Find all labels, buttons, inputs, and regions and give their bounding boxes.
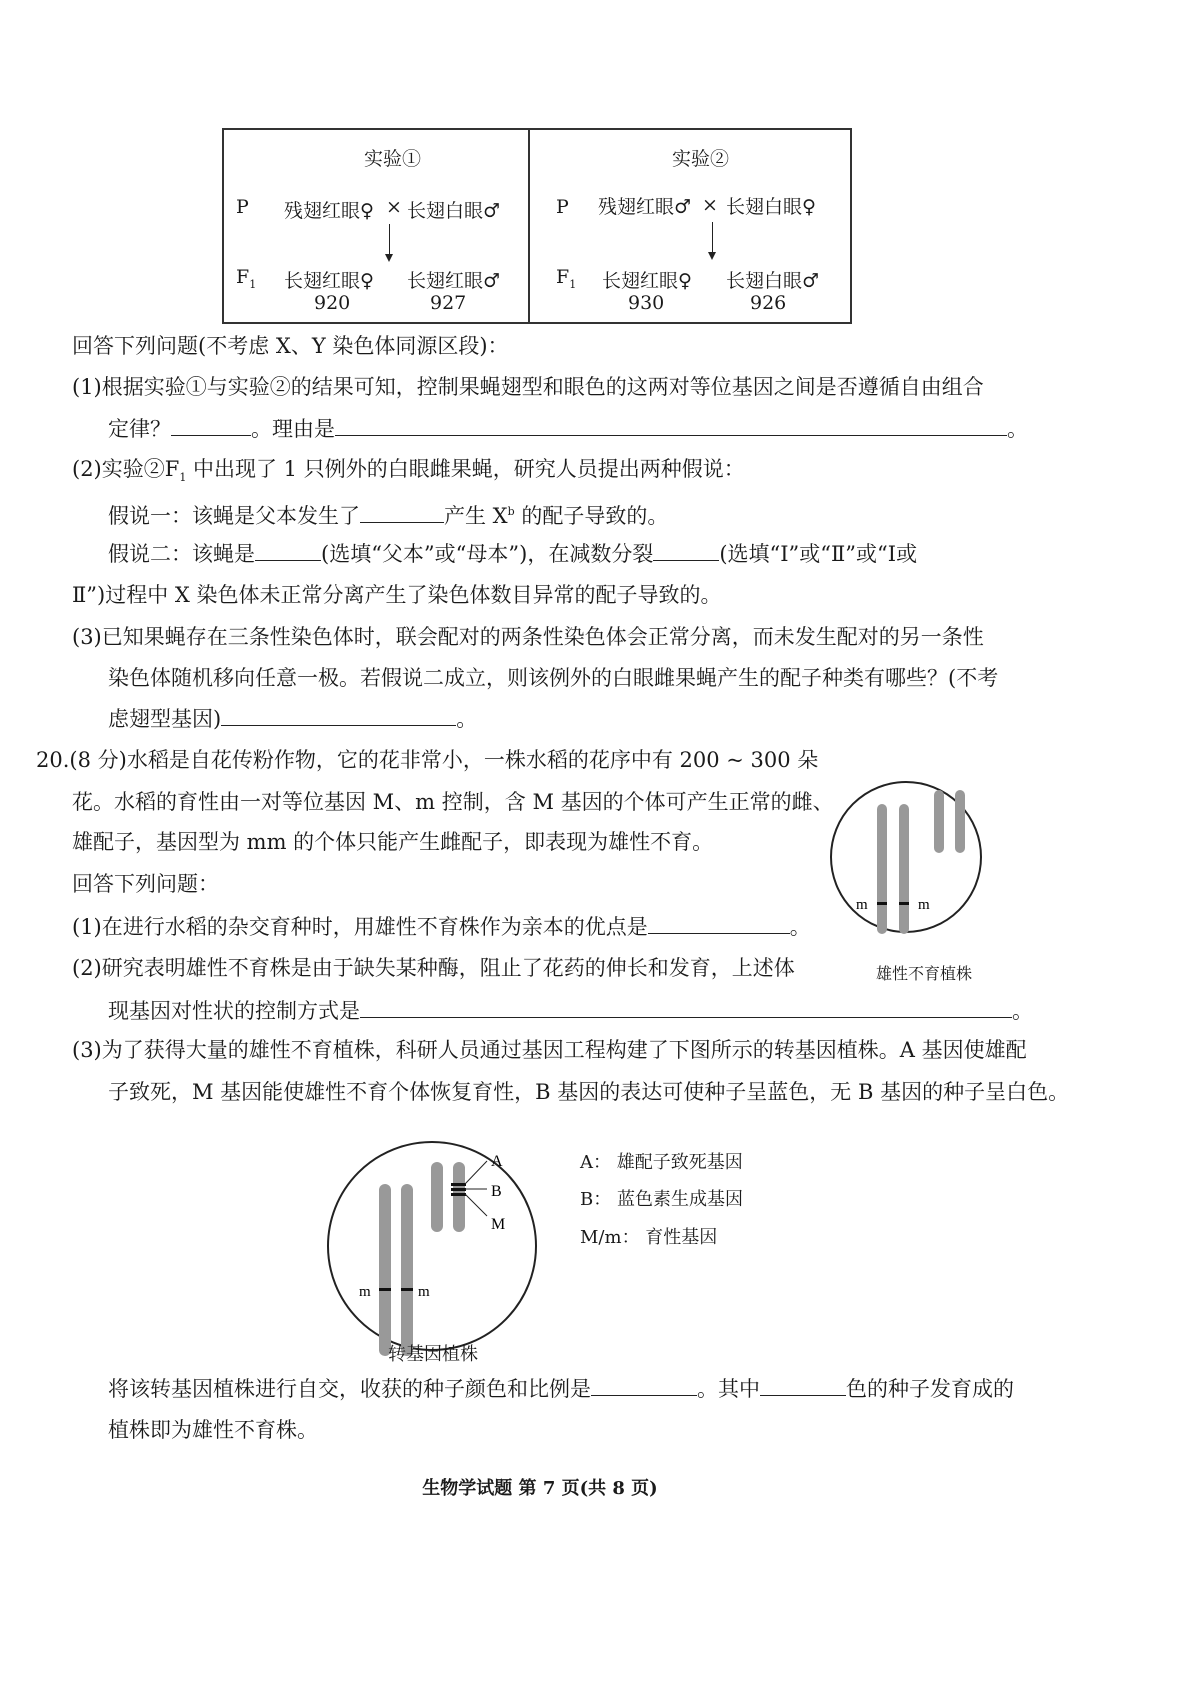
legend-m: M/m： 育性基因 xyxy=(580,1227,718,1248)
fig2-caption: 转基因植株 xyxy=(388,1344,478,1365)
exp1-arrow xyxy=(389,224,390,260)
chromosome xyxy=(401,1184,413,1356)
exp1-title: 实验① xyxy=(364,148,422,170)
exp2-f1-a: 长翅红眼♀ xyxy=(602,270,692,292)
exp1-f1-label: $F_1$ xyxy=(236,266,257,291)
gene-m-band xyxy=(899,902,909,905)
gene-label-m: m xyxy=(359,1284,371,1300)
answer-blank[interactable] xyxy=(360,502,444,523)
fig1-caption: 雄性不育植株 xyxy=(876,964,973,983)
q19-hypothesis2-line1: 假说二：该蝇是 (选填“父本”或“母本”)，在减数分裂 (选填“Ⅰ”或“Ⅱ”或“Ⅰ或 xyxy=(108,542,918,566)
exp1-cross: × xyxy=(386,196,402,218)
gene-label-m: m xyxy=(418,1284,430,1300)
chromosome xyxy=(877,804,887,934)
table-divider xyxy=(528,130,530,322)
exp2-f1-label: $F_1$ xyxy=(556,266,577,291)
legend-b: B： 蓝色素生成基因 xyxy=(580,1189,743,1210)
q20-p3-line2: 子致死，M 基因能使雄性不育个体恢复育性，B 基因的表达可使种子呈蓝色，无 B 基因的种子呈白色。 xyxy=(108,1080,1070,1104)
chromosome xyxy=(379,1184,391,1356)
answer-blank[interactable] xyxy=(221,705,456,726)
exp1-p-label: P xyxy=(236,196,249,218)
q20-line4: 回答下列问题： xyxy=(72,872,219,896)
exp1-f1-b: 长翅红眼♂ xyxy=(407,270,501,292)
q20-p3-line1: (3)为了获得大量的雄性不育植株，科研人员通过基因工程构建了下图所示的转基因植株。A 基因使雄配 xyxy=(72,1038,1027,1062)
answer-blank[interactable] xyxy=(335,415,1007,436)
male-sterile-diagram xyxy=(828,778,984,938)
chromosome xyxy=(934,790,944,853)
q19-p3-line1: (3)已知果蝇存在三条性染色体时，联会配对的两条性染色体会正常分离，而未发生配对的另一条性 xyxy=(72,625,984,649)
exp2-arrow xyxy=(712,222,713,258)
exp1-p-female: 残翅红眼♀ xyxy=(284,200,374,222)
q20-p4-line1: 将该转基因植株进行自交，收获的种子颜色和比例是 。其中 色的种子发育成的 xyxy=(108,1377,1014,1401)
exp2-p-label: P xyxy=(556,196,569,218)
exp2-p-female: 长翅白眼♀ xyxy=(726,196,816,218)
answer-blank[interactable] xyxy=(760,1375,846,1396)
exp2-f1-b-count: 926 xyxy=(750,292,787,314)
gene-m-band xyxy=(877,902,887,905)
chromosome xyxy=(453,1162,465,1232)
exp1-p-male: 长翅白眼♂ xyxy=(407,200,501,222)
answer-blank[interactable] xyxy=(255,540,321,561)
gene-a-band xyxy=(451,1183,466,1186)
chromosome xyxy=(955,790,965,853)
q20-p2-line2: 现基因对性状的控制方式是 。 xyxy=(108,999,1033,1023)
answer-blank[interactable] xyxy=(591,1375,697,1396)
q19-p2-line1: (2)实验$②F_1$ 中出现了 1 只例外的白眼雌果蝇，研究人员提出两种假说： xyxy=(72,457,745,485)
q20-line1: 20.(8 分)水稻是自花传粉作物，它的花非常小，一株水稻的花序中有 200 ~ 300 朵 xyxy=(36,748,819,772)
answer-blank[interactable] xyxy=(171,415,251,436)
q19-hypothesis1: 假说一：该蝇是父本发生了 产生 $X^b$ 的配子导致的。 xyxy=(108,504,669,528)
q19-intro: 回答下列问题(不考虑 X、Y 染色体同源区段)： xyxy=(72,334,509,358)
q19-p3-line3: 虑翅型基因) 。 xyxy=(108,707,478,731)
q20-p2-line1: (2)研究表明雄性不育株是由于缺失某种酶，阻止了花药的伸长和发育，上述体 xyxy=(72,956,795,980)
chromosome xyxy=(899,804,909,934)
exp2-title: 实验② xyxy=(672,148,730,170)
experiment-table xyxy=(222,128,852,324)
q20-p1: (1)在进行水稻的杂交育种时，用雄性不育株作为亲本的优点是 。 xyxy=(72,915,811,939)
q19-p1-line1: (1)根据实验①与实验②的结果可知，控制果蝇翅型和眼色的这两对等位基因之间是否遵循自由组合 xyxy=(72,375,984,399)
answer-blank[interactable] xyxy=(653,540,719,561)
gene-label-b: B xyxy=(491,1183,502,1200)
gene-b-band xyxy=(451,1188,466,1191)
exp2-f1-b: 长翅白眼♂ xyxy=(726,270,820,292)
pointer-line xyxy=(465,1161,487,1184)
page-footer: 生物学试题 第 7 页(共 8 页) xyxy=(422,1478,658,1499)
gene-m-band xyxy=(401,1288,413,1291)
gene-label-a: A xyxy=(491,1153,503,1170)
chromosome xyxy=(431,1162,443,1232)
exp2-f1-a-count: 930 xyxy=(628,292,665,314)
q19-hypothesis2-line2: Ⅱ”)过程中 X 染色体未正常分离产生了染色体数目异常的配子导致的。 xyxy=(72,583,722,607)
q20-p4-line2: 植株即为雄性不育株。 xyxy=(108,1418,318,1442)
gene-label-m: m xyxy=(856,897,868,913)
gene-m-band xyxy=(379,1288,391,1291)
exp1-f1-a: 长翅红眼♀ xyxy=(284,270,374,292)
q19-p1-line2: 定律？ 。理由是 。 xyxy=(108,417,1028,441)
answer-blank[interactable] xyxy=(360,997,1012,1018)
q20-line3: 雄配子，基因型为 mm 的个体只能产生雌配子，即表现为雄性不育。 xyxy=(72,830,714,854)
q20-line2: 花。水稻的育性由一对等位基因 M、m 控制，含 M 基因的个体可产生正常的雌、 xyxy=(72,790,834,814)
exp1-f1-a-count: 920 xyxy=(314,292,351,314)
exp1-f1-b-count: 927 xyxy=(430,292,467,314)
gene-label-m: m xyxy=(918,897,930,913)
exp2-p-male: 残翅红眼♂ xyxy=(598,196,692,218)
legend-a: A： 雄配子致死基因 xyxy=(580,1152,743,1173)
pointer-line xyxy=(465,1194,487,1216)
exp2-cross: × xyxy=(702,194,718,216)
gene-label-M: M xyxy=(491,1216,506,1233)
transgenic-diagram xyxy=(322,1136,552,1356)
gene-M-band xyxy=(451,1193,466,1196)
q19-p3-line2: 染色体随机移向任意一极。若假说二成立，则该例外的白眼雌果蝇产生的配子种类有哪些？(不考 xyxy=(108,666,999,690)
answer-blank[interactable] xyxy=(648,913,790,934)
